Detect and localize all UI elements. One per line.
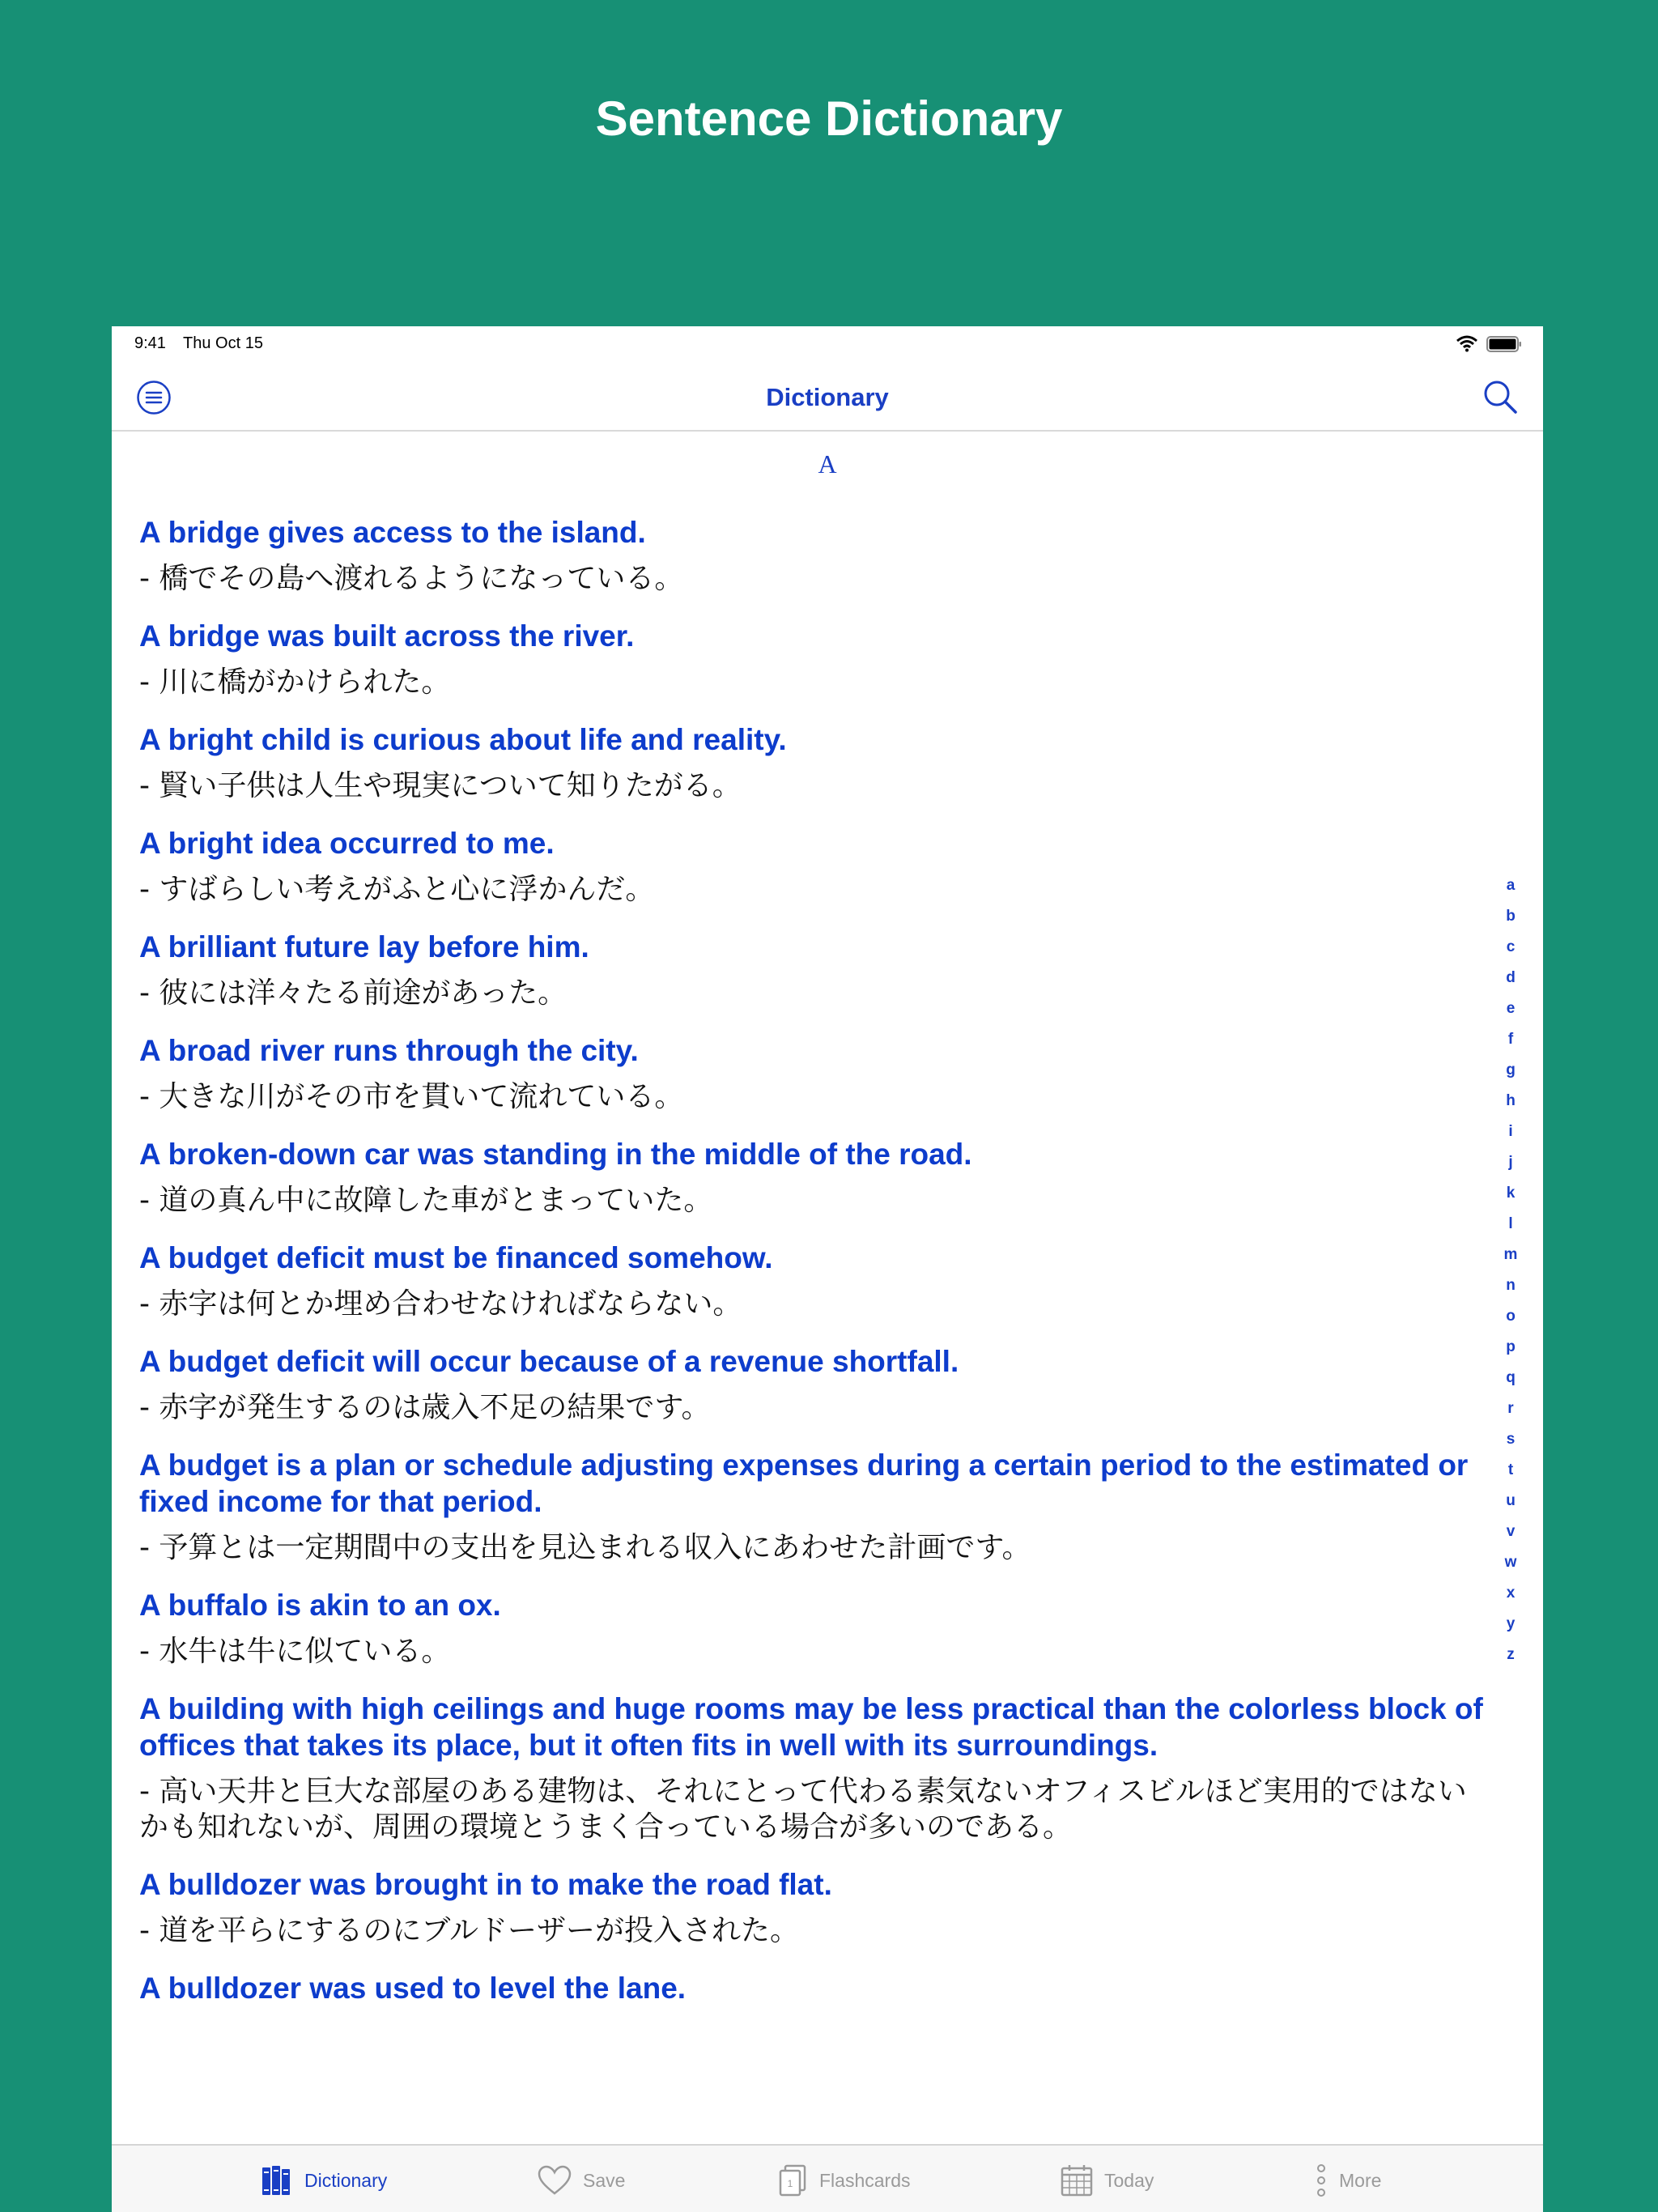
entry-japanese: - 道を平らにするのにブルドーザーが投入された。 (139, 1914, 799, 1947)
list-item[interactable] (139, 1970, 1483, 2006)
list-item[interactable] (139, 929, 1483, 1011)
list-item[interactable] (139, 514, 1483, 597)
search-icon[interactable] (1482, 378, 1519, 415)
entry-english[interactable]: A bridge was built across the river. (139, 619, 635, 653)
battery-icon (1486, 336, 1522, 352)
index-letter-r[interactable]: r (1507, 1400, 1514, 1417)
index-letter-n[interactable]: n (1506, 1277, 1516, 1294)
entry-english[interactable]: A brilliant future lay before him. (139, 930, 589, 963)
navigation-bar (112, 362, 1543, 432)
svg-text:1: 1 (787, 2178, 793, 2189)
heart-icon (538, 2165, 572, 2196)
entry-japanese: - 賢い子供は人生や現実について知りたがる。 (139, 769, 742, 802)
entry-japanese: - 予算とは一定期間中の支出を見込まれる収入にあわせた計画です。 (139, 1531, 1031, 1564)
entry-english[interactable]: A budget deficit must be financed somehow. (139, 1241, 773, 1274)
tab-save[interactable] (538, 2160, 625, 2201)
list-item[interactable] (139, 1240, 1483, 1322)
entry-english[interactable]: A building with high ceilings and huge rooms may be less practical than the colorless block of offices that takes its place, but it often fits in well with its surroundings. (139, 1692, 1483, 1762)
entry-english[interactable]: A buffalo is akin to an ox. (139, 1589, 501, 1622)
entry-japanese: - 大きな川がその市を貫いて流れている。 (139, 1080, 684, 1113)
wifi-icon (1456, 334, 1478, 352)
index-letter-e[interactable]: e (1506, 1000, 1516, 1017)
index-letter-l[interactable]: l (1508, 1215, 1513, 1232)
entries-container (139, 514, 1483, 2027)
section-header: A (818, 449, 837, 479)
list-item[interactable] (139, 1691, 1483, 1845)
list-item[interactable] (139, 1343, 1483, 1426)
index-letter-u[interactable]: u (1506, 1492, 1516, 1509)
entry-japanese: - 水牛は牛に似ている。 (139, 1635, 451, 1668)
list-item[interactable] (139, 721, 1483, 804)
index-letter-z[interactable]: z (1507, 1646, 1515, 1663)
index-letter-q[interactable]: q (1506, 1369, 1516, 1386)
calendar-icon (1061, 2164, 1093, 2197)
index-letter-i[interactable]: i (1508, 1123, 1513, 1140)
entry-english[interactable]: A budget deficit will occur because of a revenue shortfall. (139, 1345, 959, 1378)
index-letter-m[interactable]: m (1503, 1246, 1518, 1263)
index-letter-o[interactable]: o (1506, 1308, 1516, 1325)
index-letter-a[interactable]: a (1506, 877, 1516, 894)
banner-title: Sentence Dictionary (595, 91, 1063, 146)
tab-save-label: Save (583, 2169, 626, 2191)
tab-dictionary-label: Dictionary (304, 2169, 388, 2191)
index-letter-d[interactable]: d (1506, 969, 1516, 986)
more-icon (1315, 2163, 1328, 2197)
entry-japanese: - 赤字は何とか埋め合わせなければならない。 (139, 1287, 742, 1321)
index-letter-j[interactable]: j (1508, 1154, 1513, 1171)
tab-dictionary[interactable] (261, 2160, 387, 2201)
index-letter-y[interactable]: y (1506, 1615, 1516, 1632)
entry-english[interactable]: A bridge gives access to the island. (139, 516, 646, 549)
tab-flashcards[interactable] (779, 2160, 910, 2201)
list-item[interactable] (139, 1866, 1483, 1949)
list-item[interactable] (139, 825, 1483, 908)
tab-today-label: Today (1104, 2169, 1154, 2191)
index-letter-k[interactable]: k (1506, 1185, 1516, 1202)
entry-japanese: - 道の真ん中に故障した車がとまっていた。 (139, 1184, 713, 1217)
index-letter-g[interactable]: g (1506, 1061, 1516, 1078)
tab-bar (112, 2144, 1543, 2212)
index-letter-x[interactable]: x (1506, 1585, 1516, 1602)
entry-english[interactable]: A bulldozer was used to level the lane. (139, 1972, 687, 2005)
page-title: Dictionary (766, 383, 889, 411)
flashcards-icon (779, 2164, 808, 2197)
books-icon (261, 2164, 293, 2197)
list-item[interactable] (139, 1447, 1483, 1566)
entry-english[interactable]: A broken-down car was standing in the middle of the road. (139, 1138, 972, 1171)
list-item[interactable] (139, 1587, 1483, 1670)
index-letter-h[interactable]: h (1506, 1092, 1516, 1109)
index-letter-f[interactable]: f (1507, 1031, 1514, 1048)
status-time: 9:41 (134, 334, 166, 352)
entry-english[interactable]: A bulldozer was brought in to make the road flat. (139, 1868, 832, 1901)
device-screen (112, 326, 1543, 2212)
list-item[interactable] (139, 1136, 1483, 1219)
index-letter-p[interactable]: p (1506, 1338, 1516, 1355)
index-letter-s[interactable]: s (1506, 1431, 1516, 1448)
index-letter-t[interactable]: t (1507, 1461, 1514, 1478)
entry-japanese: - 高い天井と巨大な部屋のある建物は、それにとって代わる素気ないオフィスビルほど実用的ではないかも知れないが、周囲の環境とうまく合っている場合が多いのである。 (139, 1775, 1467, 1844)
entry-english[interactable]: A broad river runs through the city. (139, 1034, 639, 1067)
status-date: Thu Oct 15 (183, 334, 263, 352)
tab-flashcards-label: Flashcards (819, 2169, 911, 2191)
tab-more[interactable] (1315, 2160, 1381, 2201)
entry-japanese: - すばらしい考えがふと心に浮かんだ。 (139, 873, 655, 906)
index-letter-w[interactable]: w (1504, 1554, 1517, 1571)
entry-japanese: - 彼には洋々たる前途があった。 (139, 976, 568, 1010)
entry-japanese: - 赤字が発生するのは歳入不足の結果です。 (139, 1391, 711, 1424)
tab-today[interactable] (1061, 2160, 1154, 2201)
entry-english[interactable]: A bright child is curious about life and reality. (139, 723, 787, 756)
entry-english[interactable]: A bright idea occurred to me. (139, 827, 555, 860)
index-letter-v[interactable]: v (1506, 1523, 1516, 1540)
tab-more-label: More (1339, 2169, 1382, 2191)
alphabet-index[interactable] (1494, 870, 1527, 1670)
list-item[interactable] (139, 618, 1483, 700)
entry-japanese: - 橋でその島へ渡れるようになっている。 (139, 562, 684, 595)
entry-japanese: - 川に橋がかけられた。 (139, 666, 451, 699)
entry-list[interactable] (112, 433, 1543, 2146)
status-bar (112, 326, 1543, 362)
index-letter-c[interactable]: c (1506, 938, 1516, 955)
index-letter-b[interactable]: b (1506, 908, 1516, 925)
entry-english[interactable]: A budget is a plan or schedule adjusting expenses during a certain period to the estimated or fixed income for that period. (139, 1448, 1469, 1518)
list-item[interactable] (139, 1032, 1483, 1115)
